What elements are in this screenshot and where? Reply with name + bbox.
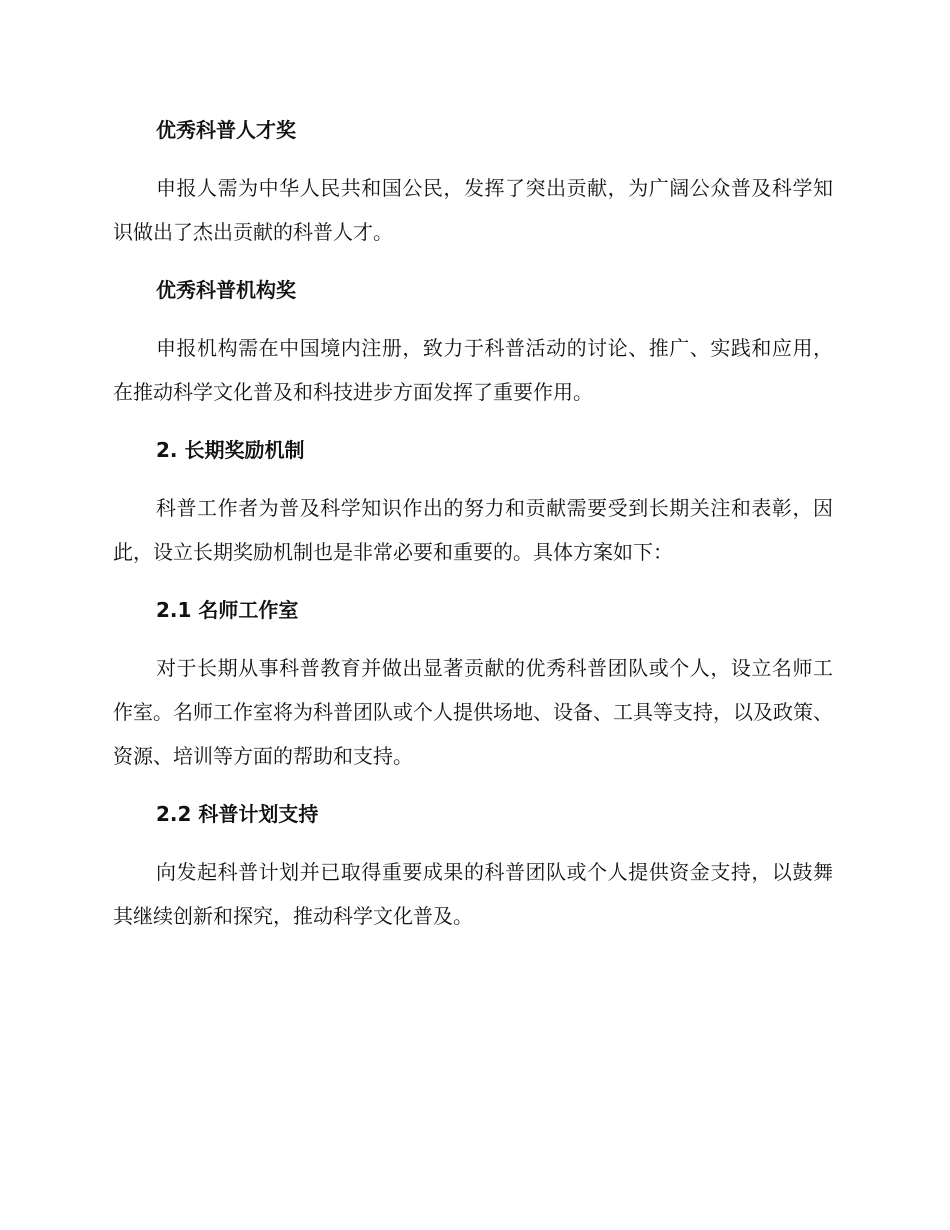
section-heading-master-studio: 2.1 名师工作室 — [156, 598, 299, 622]
section-paragraph-master-studio: 对于长期从事科普教育并做出显著贡献的优秀科普团队或个人，设立名师工作室。名师工作室将为科普团队或个人提供场地、设备、工具等支持，以及政策、资源、培训等方面的帮助和支持。 — [113, 656, 833, 768]
document-content — [113, 108, 833, 952]
section-paragraph-science-plan-support: 向发起科普计划并已取得重要成果的科普团队或个人提供资金支持，以鼓舞其继续创新和探究，推动科学文化普及。 — [113, 860, 833, 928]
section-paragraph-outstanding-institution-award: 申报机构需在中国境内注册，致力于科普活动的讨论、推广、实践和应用，在推动科学文化普及和科技进步方面发挥了重要作用。 — [113, 336, 833, 404]
section-heading-outstanding-talent-award: 优秀科普人才奖 — [156, 118, 296, 142]
section-paragraph-long-term-reward-mechanism: 科普工作者为普及科学知识作出的努力和贡献需要受到长期关注和表彰，因此，设立长期奖励机制也是非常必要和重要的。具体方案如下： — [113, 496, 833, 564]
section-paragraph-outstanding-talent-award: 申报人需为中华人民共和国公民，发挥了突出贡献，为广阔公众普及科学知识做出了杰出贡献的科普人才。 — [113, 176, 833, 244]
section-heading-science-plan-support: 2.2 科普计划支持 — [156, 802, 319, 826]
section-heading-outstanding-institution-award: 优秀科普机构奖 — [156, 278, 296, 302]
section-heading-long-term-reward-mechanism: 2. 长期奖励机制 — [156, 438, 305, 462]
